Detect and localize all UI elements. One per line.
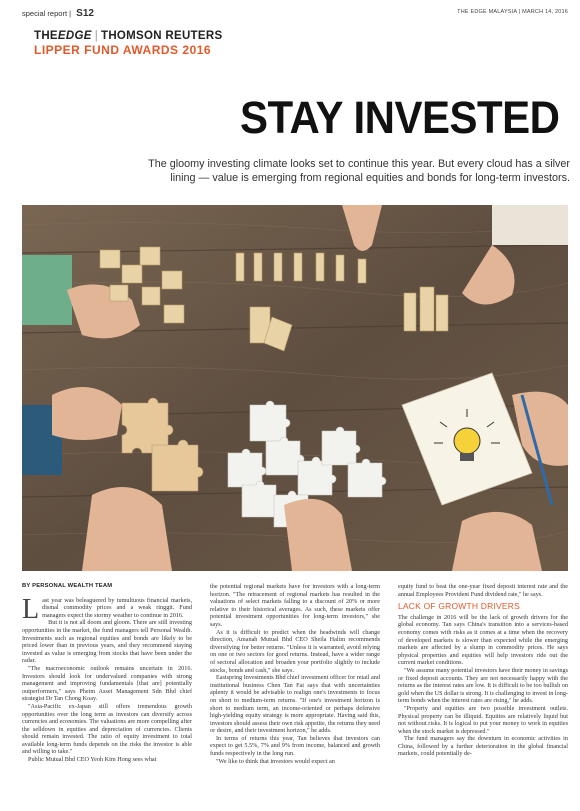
paragraph: ast year was beleaguered by tumultuous financial markets, dismal commodity prices and a weak ringgit. Fund managers expect the stormy weather to continue in 2016.: [42, 596, 192, 619]
paragraph: equity fund to beat the one-year fixed deposit interest rate and the annual Employees Provident Fund dividend rate," he says.: [398, 583, 568, 598]
hero-photo: [22, 205, 568, 571]
award-title: LIPPER FUND AWARDS 2016: [34, 43, 212, 57]
brand-separator: |: [94, 30, 98, 42]
article-body: [22, 583, 568, 805]
section-label: special report | S12: [22, 8, 94, 19]
paragraph: Public Mutual Bhd CEO Yeoh Kim Hong sees what: [28, 756, 157, 764]
paragraph: "Asia-Pacific ex-Japan still offers tremendous growth opportunities over the long term as investors can diversify across currencies and economies. The valuations are more compelling after the selldown in equities and depreciation of currencies. Clients should remain invested. The ratio of equity investment to total available long-term funds depends on the risks the investor is able and willing to take.": [22, 702, 192, 756]
paragraph: In terms of returns this year, Tan believes that investors can expect to get 5.5%, 7% and 9% from income, balanced and growth funds respectively in the long run.: [210, 734, 380, 758]
page-header: [22, 6, 568, 20]
drop-cap: L: [22, 593, 40, 625]
publication-name: THE EDGE MALAYSIA: [457, 9, 517, 15]
issue-date: MARCH 14, 2016: [522, 9, 568, 15]
paragraph: "We assume many potential investors have their money in savings or fixed deposit accounts. They are not necessarily happy with the returns as the interest rates are low. It is difficult to be too bullish on gold when the US dollar is strong. It is challenging to invest in long-term bonds when the interest rates are rising," he adds.: [398, 666, 568, 705]
page-number: S12: [76, 8, 94, 19]
paragraph: "Property and equities are two possible investment outlets. Physical property can be illiquid. Equities are relatively liquid but not without risks. It is logical to put your money to work in equities when the stock market is depressed.": [398, 704, 568, 735]
paragraph: "We like to think that investors would expect an: [216, 757, 335, 765]
paragraph: "The macroeconomic outlook remains uncertain in 2016. Investors should look for undervalued companies with strong management and improving fundamentals [that are] potentially outperformers," says Pheim Asset Management Sdn Bhd chief strategist Dr Tan Chong Koay.: [22, 664, 192, 703]
section-name: special report: [22, 9, 68, 18]
headline: STAY INVESTED: [240, 92, 560, 143]
paragraph: As it is difficult to predict when the headwinds will change direction, Amanah Mutual Bhd CEO Sheila Halim recommends diversifying for better returns. "Unless it is warranted, avoid relying on one or two sectors for good returns. Instead, have a wider range of sectoral allocation and broaden your portfolio slightly to include stocks, bonds and cash," she says.: [210, 628, 380, 674]
paragraph: But it is not all doom and gloom. There are still investing opportunities in the market, the fund managers tell Personal Wealth. Investments such as regional equities and bonds are likely to be priced lower than in previous years, and they recommend staying invested as value is emerging from stocks that have been under the radar.: [22, 619, 192, 665]
paragraph: The challenge in 2016 will be the lack of growth drivers for the global economy. Tan says China's transition into a services-based economy comes with risks as it comes at a time when the recovery of developed markets is slower than expected while the emerging markets are affected by a slump in commodity prices. He says physical properties and equities will help investors ride out the current market conditions.: [398, 613, 568, 667]
standfirst: The gloomy investing climate looks set to continue this year. But every cloud has a silver lining — value is emerging from regional equities and bonds for long-term investors.: [148, 158, 570, 184]
byline: BY PERSONAL WEALTH TEAM: [22, 583, 113, 589]
award-branding: [34, 30, 222, 57]
paragraph: Eastspring Investments Bhd chief investment officer for retail and institutional business Chen Tan Fai says that with uncertainties aplenty it would be advisable to realign one's investments to focus on short to medium-term returns. "If one's investment horizon is short to medium term, an income-oriented or perhaps defensive high-yielding equity strategy is more appropriate. Having said this, investors should assess their own risk appetite, the returns they need or desire, and their investment horizon," he adds.: [210, 674, 380, 735]
article-column-1: [22, 583, 192, 764]
brand-the: THE: [34, 30, 58, 42]
hero-illustration: [22, 205, 568, 571]
paragraph: the potential regional markets have for investors with a long-term horizon. "The retracement of regional markets has resulted in the valuations of select markets falling to a discount of 20% or more relative to their historical averages. As such, these markets offer potential investment opportunities for long-term investors," she says.: [210, 583, 380, 628]
brand-partner: THOMSON REUTERS: [101, 30, 223, 42]
paragraph: The fund managers say the downturn in economic activities in China, followed by a further deterioration in the global financial markets, could potentially de-: [398, 735, 568, 758]
article-column-3: [398, 583, 568, 758]
brand-edge-logo: EDGE: [57, 30, 92, 42]
brand-line: [34, 30, 222, 42]
publication-dateline: THE EDGE MALAYSIA | MARCH 14, 2016: [457, 9, 568, 15]
article-column-2: [210, 583, 380, 765]
section-subhead: LACK OF GROWTH DRIVERS: [398, 601, 520, 612]
